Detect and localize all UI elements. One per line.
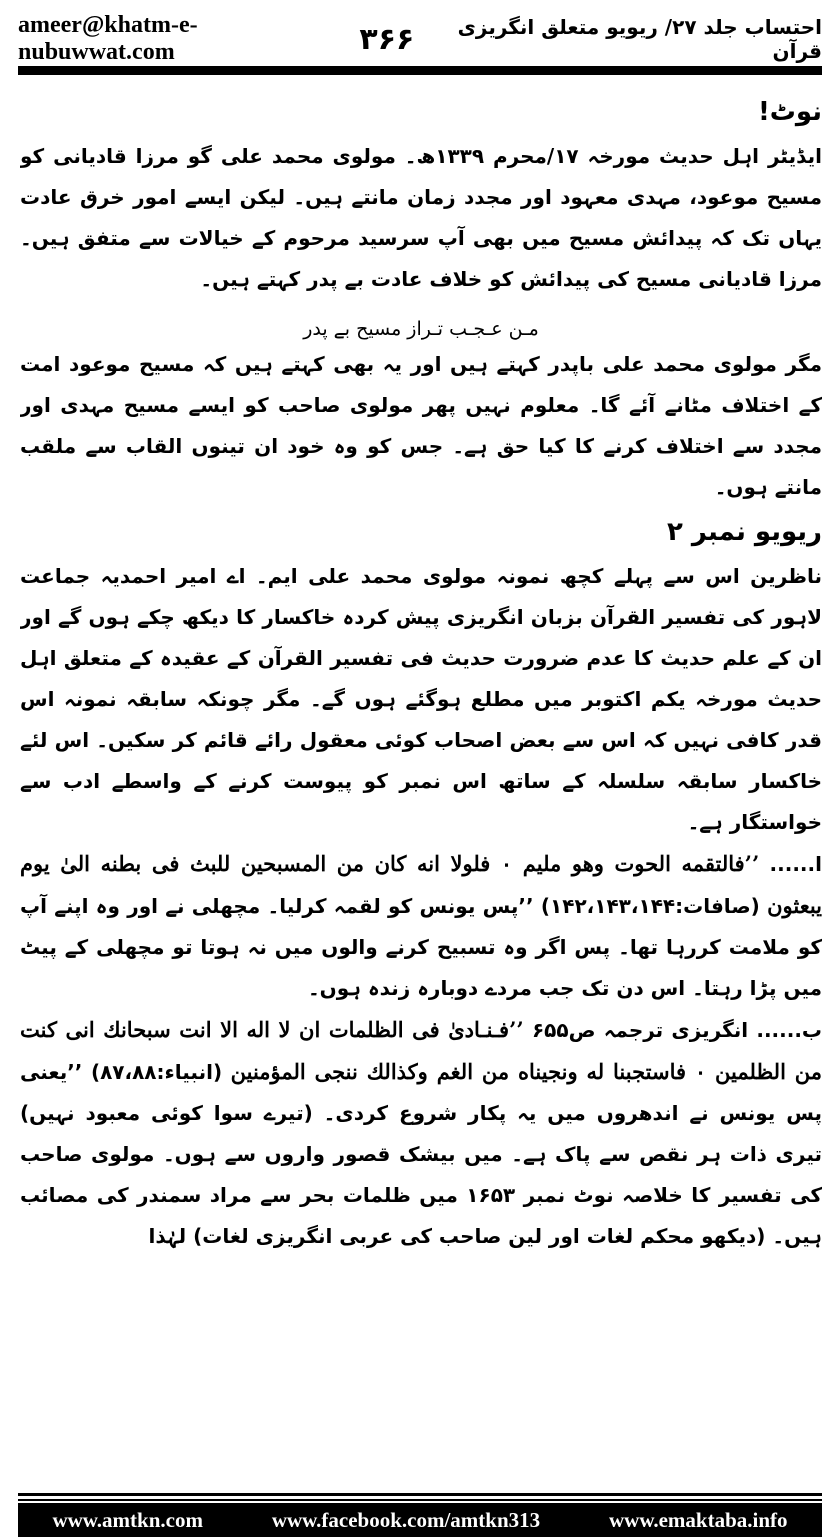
- paragraph-3: ناظرین اس سے پہلے کچھ نمونہ مولوی محمد علی ایم۔ اے امیر احمدیہ جماعت لاہور کی تفسیر القرآن بزبان انگریزی پیش کردہ خاکسار کا دیکھ چکے ہوں گے اور ان کے علم حدیث کا عدم ضرورت حدیث فی تفسیر القرآن کے عقیدہ کے متعلق اہل حدیث مورخہ یکم اکتوبر میں مطلع ہوگئے ہوں گے۔ مگر چونکہ سابقہ نمونہ اس قدر کافی نہیں کہ اس سے بعض اصحاب کوئی معقول رائے قائم کر سکیں۔ اس لئے خاکسار سابقہ سلسلہ کے ساتھ اس نمبر کو پیوست کرنے کے واسطے ادب سے خواستگار ہے۔: [20, 564, 822, 834]
- item-b-urdu: ’’یعنی پس یونس نے اندھروں میں یہ پکار شروع کردی۔ (تیرے سوا کوئی معبود نہیں) تیری ذات ہر نقص سے پاک ہے۔ میں بیشک قصور واروں سے ہوں۔ مولوی صاحب کی تفسیر کا خلاصہ نوٹ نمبر ۱۶۵۳ میں ظلمات بحر سے مراد سمندر کی مصائب ہیں۔ (دیکھو محکم لغات اور لین صاحب کی عربی انگریزی لغات) لہٰذا: [20, 1060, 822, 1248]
- review-heading: ریویو نمبر ۲: [666, 517, 822, 547]
- item-a-ref: (صافات:۱۴۲،۱۴۳،۱۴۴): [540, 894, 760, 918]
- item-b-arabic: ’’فـنـادىٰ فى الظلمات ان لا اله الا انت سبحانك انى كنت من الظلمين ۰ فاستجبنا له ونجيناه من الغم وكذالك ننجى المؤمنين: [20, 1017, 822, 1084]
- item-a: [20, 843, 822, 1009]
- page-body: [20, 88, 822, 1483]
- item-a-label: ا......: [769, 852, 822, 876]
- footer-rule-top: [18, 1493, 822, 1496]
- item-b-ref: (انبیاء:۸۷،۸۸): [90, 1060, 223, 1084]
- paragraph-2: مگر مولوی محمد علی باپدر کہتے ہیں اور یہ بھی کہتے ہیں کہ مسیح موعود امت کے اختلاف مٹانے آئے گا۔ معلوم نہیں پھر مولوی صاحب کو ایسے مسیح مہدی اور مجدد سے اختلاف کرنے کا کیا حق ہے۔ جس کو وہ خود ان تینوں القاب سے ملقب مانتے ہوں۔: [20, 352, 822, 499]
- item-b-intro: انگریزی ترجمہ ص۶۵۵: [531, 1018, 749, 1042]
- footer-rule-bottom: [18, 1499, 822, 1501]
- note-paragraph: ایڈیٹر اہل حدیث مورخہ ۱۷/محرم ۱۳۳۹ھ۔ مولوی محمد علی گو مرزا قادیانی کو مسیح موعود، مہدی معہود اور مجدد زمان مانتے ہیں۔ لیکن ایسے امور خرق عادت یہاں تک کہ پیدائش مسیح میں بھی آپ سرسید مرحوم کے خیالات سے متفق ہیں۔ مرزا قادیانی مسیح کی پیدائش کو خلاف عادت بے پدر کہتے ہیں۔: [20, 144, 822, 291]
- item-b-label: ب......: [756, 1018, 822, 1042]
- header-email: ameer@khatm-e-nubuwwat.com: [18, 12, 198, 65]
- footer-link-amtkn[interactable]: www.amtkn.com: [52, 1507, 203, 1532]
- footer-link-emaktaba[interactable]: www.emaktaba.info: [609, 1507, 788, 1532]
- page-number: ۳۶۶: [359, 21, 415, 57]
- note-heading: نوٹ!: [757, 97, 822, 127]
- page-header: [18, 14, 822, 64]
- header-left: [18, 12, 414, 66]
- footer-link-facebook[interactable]: www.facebook.com/amtkn313: [271, 1507, 541, 1532]
- item-a-arabic: ’’فالتقمه الحوت وهو مليم ۰ فلولا انه كان من المسبحين للبث فى بطنه الىٰ يوم يبعثون: [20, 851, 822, 918]
- item-b: [20, 1009, 822, 1257]
- header-title: احتساب جلد ۲۷/ ریویو متعلق انگریزی قرآن: [457, 15, 822, 63]
- item-a-urdu: ’’پس یونس کو لقمہ کرلیا۔ مچھلی نے اور وہ اپنے آپ کو ملامت کررہا تھا۔ پس اگر وہ تسبیح کرنے والوں میں نہ ہوتا تو مچھلی کے پیٹ میں پڑا رہتا۔ اس دن تک جب مردے دوبارہ زندہ ہوں۔: [20, 894, 822, 1000]
- page-footer: [18, 1503, 822, 1537]
- header-rule: [18, 66, 822, 75]
- verse-line: مـن عـجـب تـراز مسيح بے پدر: [303, 318, 539, 340]
